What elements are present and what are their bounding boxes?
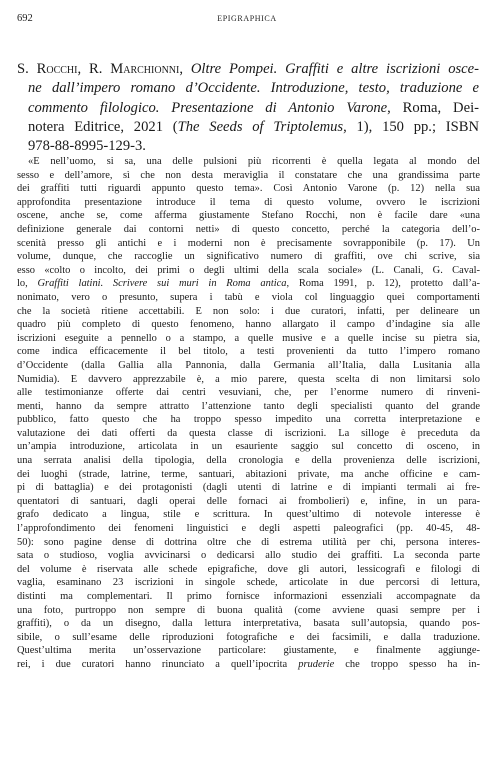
text-run: Numidia). E davvero apprezzabile è, a mio parere, questa scelta di non limitarsi solo <box>17 373 480 385</box>
text-line <box>17 481 480 495</box>
text-run: dei graffiti tutti riguardi appunto questo tema». Così Antonio Varone (p. 12) nella sua <box>17 183 480 195</box>
text-run: d’Occidente (dalla Gallia alla Pannonia, dalla Germania all’Italia, dalla Lusitania alla <box>17 359 480 371</box>
text-run: , Roma, Dei- <box>387 99 479 116</box>
text-line <box>17 223 480 237</box>
text-run: esso «colto o incolto, dei primi o degli ultimi della scala sociale» (L. Canali, G. Caval- <box>17 264 480 276</box>
text-line <box>17 386 480 400</box>
text-run: pubblico, fatto questo che ha troppo spesso impedito una corretta interpretazione e <box>17 414 480 426</box>
text-line <box>17 291 480 305</box>
text-run: Quest’ultima merita un’osservazione particolare: giustamente, e finalmente aggiunge- <box>17 645 480 657</box>
text-line <box>17 495 480 509</box>
text-run: graffiti), o da un disegno, dalla lettura interpretativa, basata sull’autopsia, quando pos- <box>17 618 480 630</box>
text-line <box>17 318 480 332</box>
text-run: pi di battaglia) e dei protagonisti (dagli utenti di latrine e di impianti termali ai fre- <box>17 482 480 494</box>
text-line <box>17 427 480 441</box>
text-run: «E nell’uomo, si sa, una delle pulsioni più ricorrenti è quella legata al mondo del <box>28 156 480 167</box>
text-line <box>17 305 480 319</box>
text-run: scenità presso gli antichi e i moderni non è precisamente sovrapponibile (p. 17). Un <box>17 237 480 249</box>
text-run: che la società ritiene accettabili. E non solo: i due curatori, infatti, per delineare un <box>17 305 480 317</box>
text-run: S. R <box>17 61 47 77</box>
biblio-line <box>17 118 479 137</box>
text-run: sesso e dell’amore, sì che non desta meraviglia il constatare che una grandissima parte <box>17 169 480 181</box>
text-line <box>17 549 480 563</box>
text-run: che troppo spesso ha in- <box>334 658 480 670</box>
text-line <box>17 413 480 427</box>
biblio-line <box>17 137 479 156</box>
text-run: un’ampia introduzione, articolata in un esauriente saggio sul concetto di osceno, in <box>17 441 480 453</box>
page-header <box>17 13 477 27</box>
text-line <box>17 182 480 196</box>
text-line <box>17 440 480 454</box>
text-run: , 1), 150 pp.; ISBN <box>343 118 479 135</box>
text-run: occhi <box>46 61 78 77</box>
text-run: valutazione dei dati offerti da questa classe di iscrizioni. La silloge è preceduta da <box>17 427 480 439</box>
text-run: ne dall’impero romano d’Occidente. Introduzione, testo, traduzione e <box>28 80 479 97</box>
text-run: alle testimonianze offerte dai centri vesuviani, che, per l’enorme numero di rinveni- <box>17 387 480 399</box>
text-line <box>17 400 480 414</box>
text-run: 978-88-8995-129-3. <box>28 138 146 155</box>
text-run: l’approfondimento dei fenomeni linguistici e degli aspetti paleografici (pp. 40-45, 48- <box>17 523 480 535</box>
text-run: , <box>179 61 191 77</box>
text-line <box>17 658 480 672</box>
text-run: , Roma 1991, p. 12), protetto dall’a- <box>286 278 480 290</box>
text-run: sibile, o sull’esame delle riproduzioni fotografiche e dei facsimili, e dalla traduzione. <box>17 631 480 643</box>
text-run: volume, dunque, che raccoglie un significativo numero di graffiti, ove chi scrive, sia <box>17 251 480 263</box>
text-run: notera Editrice, 2021 ( <box>28 118 178 135</box>
text-run: definizione generale dai contorni netti» di questo concetto, perché la categoria dell’o- <box>17 223 480 235</box>
biblio-line <box>17 79 479 98</box>
text-run: una foto, purtroppo non sempre di buona qualità (come avviene quasi sempre per i <box>17 604 480 616</box>
text-run: nonimato, vero o presunto, supera i tabù e viola col linguaggio quei comportamenti <box>17 291 480 303</box>
text-run: quentatori di santuari, dagli operai delle fornaci ai frombolieri) e, infine, in un para- <box>17 495 480 507</box>
text-line <box>17 250 480 264</box>
text-line <box>17 277 480 291</box>
text-line <box>17 590 480 604</box>
text-run: 50): sono pagine dense di dottrina oltre che di estrema utilità per chi, persona interes- <box>17 536 480 548</box>
text-line <box>17 631 480 645</box>
text-line <box>17 264 480 278</box>
biblio-line <box>17 99 479 118</box>
text-run: dei luoghi (strade, latrine, terme, santuari, abitazioni private, ma anche officine e cam- <box>17 468 480 480</box>
text-line <box>17 617 480 631</box>
text-line <box>17 237 480 251</box>
text-run: approfondita presentazione introduce il tema di questo volume, ovvero le iscrizioni <box>17 196 480 208</box>
text-line <box>17 563 480 577</box>
text-run: quadro più completo di questo fenomeno, hanno allargato il campo d’indagine sia alle <box>17 319 480 331</box>
text-line <box>17 522 480 536</box>
text-run: The Seeds of Triptolemus <box>177 118 344 135</box>
text-line <box>17 576 480 590</box>
text-line <box>17 169 480 183</box>
text-run: rei, i due curatori hanno rinunciato a quell’ipocrita <box>17 658 299 670</box>
text-run: archionni <box>123 61 180 77</box>
text-line <box>17 604 480 618</box>
text-run: distinti ma complementari. Il primo fornisce informazioni essenziali accompagnate da <box>17 591 480 602</box>
page-number: 692 <box>17 13 33 24</box>
text-line <box>17 508 480 522</box>
text-line <box>17 209 480 223</box>
text-run: commento filologico. Presentazione di Antonio Varone <box>28 99 388 116</box>
review-body-text <box>17 155 480 672</box>
text-line <box>17 373 480 387</box>
text-line <box>17 454 480 468</box>
text-line <box>17 196 480 210</box>
text-run: iscrizioni eseguite a pennello o a stampo, a quelle musive e a quelle incise su pietra sia, <box>17 332 480 344</box>
text-run: pruderie <box>298 658 335 670</box>
text-line <box>17 468 480 482</box>
text-line <box>17 644 480 658</box>
text-run: menti, hanno da sempre attratto l’attenzione tanto degli specialisti quanto del grande <box>17 400 480 412</box>
text-run: una serrata analisi della tipologia, della cronologia e della provenienza delle iscrizioni, <box>17 455 480 467</box>
bibliographic-entry <box>17 60 479 156</box>
text-run: lo, <box>17 278 38 290</box>
text-line <box>17 359 480 373</box>
text-line <box>17 345 480 359</box>
text-run: come indica efficacemente il bel titolo, a testi provenienti da tutto l’impero romano <box>17 346 480 358</box>
text-run: oscene, anche se, come afferma giustamente Stefano Rocchi, non è facile dare «una <box>17 210 480 222</box>
running-head: EPIGRAPHICA <box>217 14 277 23</box>
text-line <box>17 536 480 550</box>
biblio-line <box>17 60 479 79</box>
text-line <box>17 332 480 346</box>
text-run: Graffiti latini. Scrivere sui muri in Roma antica <box>37 278 287 290</box>
text-run: vaglia, esaminano 23 iscrizioni in singole schede, articolate in due percorsi di lettura, <box>17 577 480 589</box>
text-run: sata o studioso, voglia avvicinarsi o dedicarsi allo studio dei graffiti. La seconda parte <box>17 550 480 562</box>
text-run: grafo dedicato a lingua, stile e scrittura. In quest’ultimo di notevole interesse è <box>17 509 480 521</box>
text-run: del volume è riservata alle schede epigrafiche, dove gli autori, lessicografi e filologi di <box>17 563 480 575</box>
text-run: , R. M <box>77 61 124 77</box>
text-line <box>17 155 480 169</box>
text-run: Oltre Pompei. Graffiti e altre iscrizioni osce- <box>190 61 479 77</box>
